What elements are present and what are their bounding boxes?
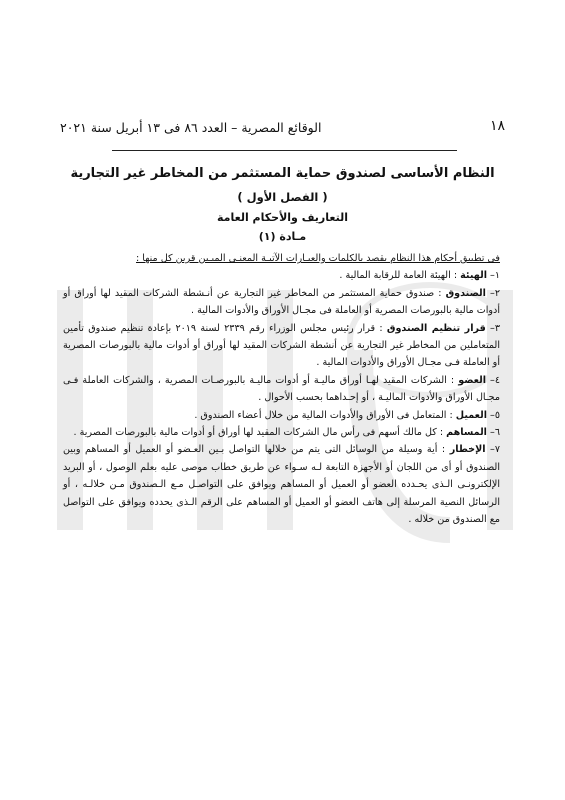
definition-text: : الهيئة العامة للرقابة المالية . bbox=[339, 270, 461, 282]
header-divider bbox=[112, 150, 457, 151]
definition-term: الهيئة bbox=[460, 270, 487, 282]
gazette-issue-line: الوقائع المصرية – العدد ٨٦ فى ١٣ أبريل سنة ٢٠٢١ bbox=[60, 120, 322, 135]
definition-item: ٣– قرار تنظيم الصندوق : قرار رئيس مجلس الوزراء رقم ٢٣٣٩ لسنة ٢٠١٩ بإعادة تنظيم صندوق تأمين المتعاملين من المخاطر غير التجارية عن أنشطة الشركات المقيد لها أوراق أو أدوات مالية بالبورصات المصرية أو العاملة فـى مجـال الأوراق والأدوات المالية . bbox=[63, 322, 500, 369]
definition-text: : المتعامل فى الأوراق والأدوات المالية من خلال أعضاء الصندوق . bbox=[194, 409, 456, 421]
definition-term: العميل bbox=[455, 409, 487, 421]
definition-item: ٢– الصندوق : صندوق حماية المستثمر من المخاطر غير التجارية عن أنـشطة الشركات المقيد لها أوراق أو أدوات مالية بالبورصات المصرية أو العاملة فى مجـال الأوراق والأدوات المالية . bbox=[63, 287, 500, 317]
article-heading: مـادة (١) bbox=[258, 230, 307, 243]
intro-paragraph: فى تطبيق أحكام هذا النظام يقصد بالكلمات والعبـارات الآتيـة المعنـى المبـين قرين كل منها : bbox=[136, 253, 500, 264]
definition-item: ١– الهيئة : الهيئة العامة للرقابة المالية . bbox=[339, 270, 500, 282]
definition-item: ٧– الإخطار : أية وسيلة من الوسائل التى يتم من خلالها التواصل بـين العـضو أو العميل أو المساهم وبين الصندوق أو أى من اللجان أو الأجهزة التابعة لـه سـواء عن طريق خطاب موصى عليه بعلم الوصول ، أو البريد الإلكترونـى الـذى يحـدده العضو أو العميل أو المساهم ويوافق على التواصـل مـع الـصندوق مـن خلالـه ، أو الرسائل النصية المرسلة إلى هاتف العضو أو العميل أو المساهم على الرقم الـذى يحدده ويوافق على التواصل مع الصندوق من خلاله . bbox=[63, 444, 500, 526]
document-title: النظام الأساسى لصندوق حماية المستثمر من المخاطر غير التجارية bbox=[70, 166, 495, 181]
definition-text: : أية وسيلة من الوسائل التى يتم من خلالها التواصل بـين العـضو أو العميل أو المساهم وبين الصندوق أو أى من اللجان أو الأجهزة التابعة لـه سـواء عن طريق خطاب موصى عليه بعلم الوصول ، أو البريد الإلكترونـى الـذى يحـدده العضو أو العميل أو المساهم ويوافق على التواصـل مـع الـصندوق مـن خلالـه ، أو الرسائل النصية المرسلة إلى هاتف العضو أو العميل أو المساهم على الرقم الـذى يحدده ويوافق على التواصل مع الصندوق من خلاله . bbox=[63, 444, 500, 526]
section-heading: التعاريف والأحكام العامة bbox=[217, 211, 348, 224]
definition-item: ٦– المساهم : كل مالك أسهم فى رأس مال الشركات المقيد لها أوراق أو أدوات مالية بالبورصات المصرية . bbox=[73, 427, 500, 439]
definition-term: الصندوق bbox=[445, 287, 486, 299]
definition-term: الإخطار bbox=[449, 444, 486, 456]
definition-text: : الشركات المقيد لهـا أوراق ماليـة أو أدوات ماليـة بالبورصـات المصرية ، والشركات العاملة فـى مجـال الأوراق والأدوات الماليـة ، أو إحـداهما بحسب الأحوال . bbox=[63, 374, 500, 404]
definition-item: ٤– العضو : الشركات المقيد لهـا أوراق ماليـة أو أدوات ماليـة بالبورصـات المصرية ، والشركات العاملة فـى مجـال الأوراق والأدوات الماليـة ، أو إحـداهما بحسب الأحوال . bbox=[63, 374, 500, 404]
page-number: ١٨ bbox=[489, 118, 505, 134]
definition-term: العضو bbox=[458, 374, 486, 386]
page-header bbox=[60, 118, 505, 140]
definition-term: المساهم bbox=[446, 427, 487, 439]
definition-term: قرار تنظيم الصندوق bbox=[386, 322, 486, 334]
definition-item: ٥– العميل : المتعامل فى الأوراق والأدوات المالية من خلال أعضاء الصندوق . bbox=[194, 409, 500, 421]
definition-text: : كل مالك أسهم فى رأس مال الشركات المقيد لها أوراق أو أدوات مالية بالبورصات المصرية . bbox=[73, 427, 447, 439]
definition-text: : صندوق حماية المستثمر من المخاطر غير التجارية عن أنـشطة الشركات المقيد لها أوراق أو أدوات مالية بالبورصات المصرية أو العاملة فى مجـال الأوراق والأدوات المالية . bbox=[63, 287, 500, 317]
document-body bbox=[63, 250, 500, 529]
chapter-heading: ( الفصل الأول ) bbox=[237, 190, 328, 204]
definition-text: : قرار رئيس مجلس الوزراء رقم ٢٣٣٩ لسنة ٢٠١٩ بإعادة تنظيم صندوق تأمين المتعاملين من المخاطر غير التجارية عن أنشطة الشركات المقيد لها أوراق أو أدوات مالية بالبورصات المصرية أو العاملة فـى مجـال الأوراق والأدوات المالية . bbox=[63, 322, 500, 369]
